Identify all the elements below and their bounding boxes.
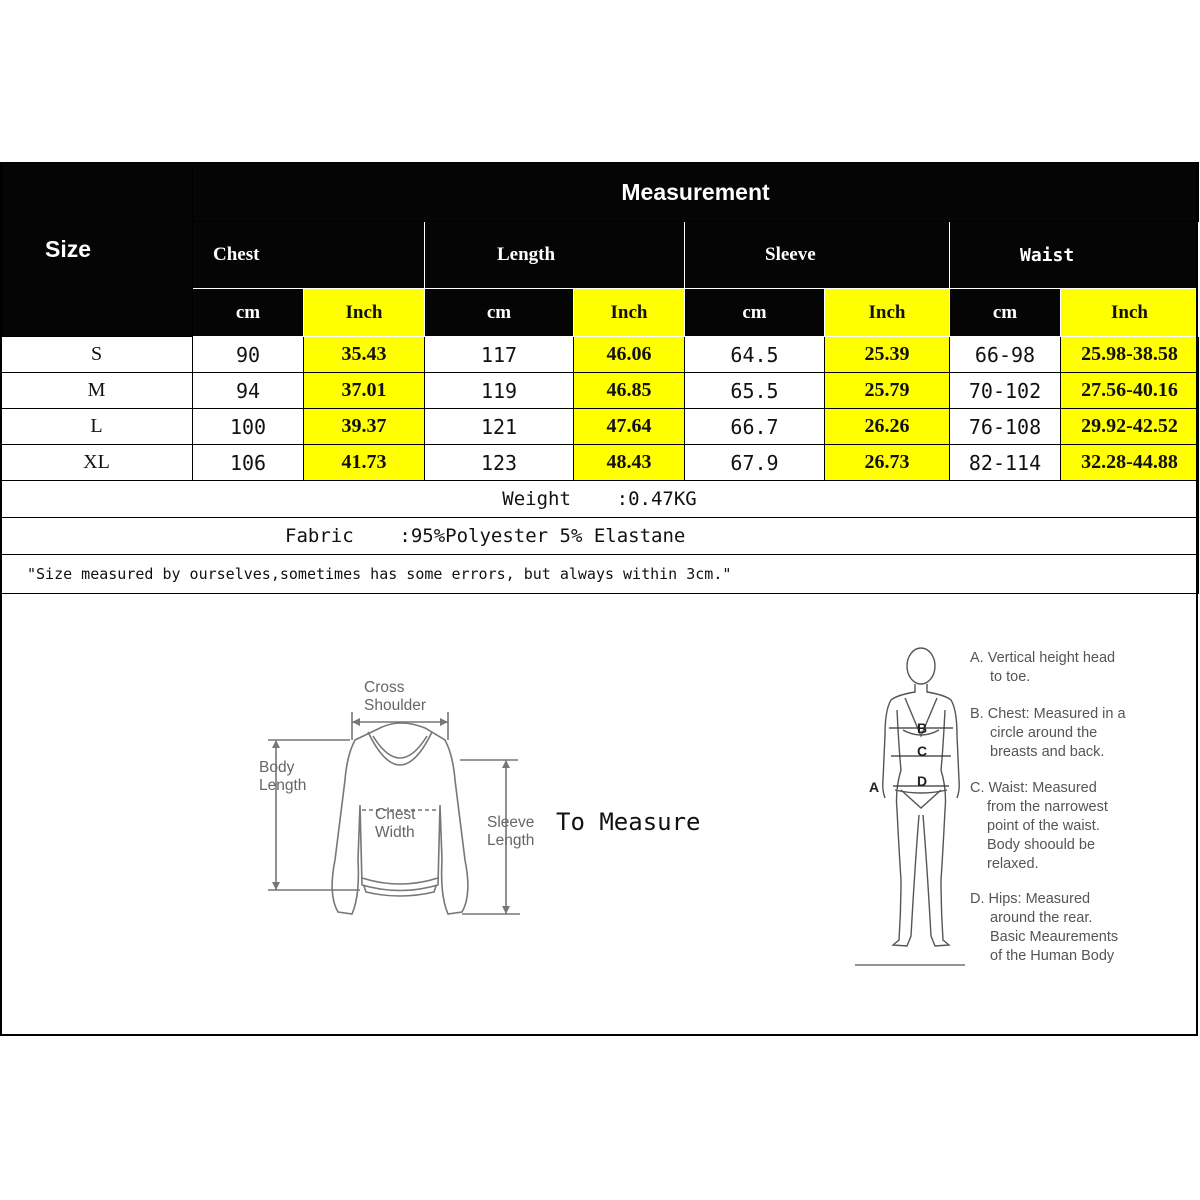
unit-header: cm — [425, 289, 574, 337]
table-cell: 100 — [193, 409, 304, 445]
size-cell: M — [1, 373, 193, 409]
table-cell: 76-108 — [950, 409, 1061, 445]
to-measure-label: To Measure — [556, 808, 701, 836]
note-c: C. Waist: Measured from the narrowest point of the waist. Body shoould be relaxed. — [970, 780, 1108, 872]
size-cell: L — [1, 409, 193, 445]
unit-header: Inch — [1061, 289, 1199, 337]
unit-header: cm — [950, 289, 1061, 337]
table-cell: 29.92-42.52 — [1061, 409, 1199, 445]
weight-row: Weight :0.47KG — [1, 481, 1199, 518]
table-cell: 64.5 — [685, 337, 825, 373]
unit-header: Inch — [574, 289, 685, 337]
table-cell: 26.26 — [825, 409, 950, 445]
table-cell: 106 — [193, 445, 304, 481]
size-cell: S — [1, 337, 193, 373]
length-header: Length — [425, 222, 685, 289]
size-header: Size — [1, 163, 193, 337]
table-cell: 25.98-38.58 — [1061, 337, 1199, 373]
table-cell: 46.06 — [574, 337, 685, 373]
table-cell: 82-114 — [950, 445, 1061, 481]
unit-header: Inch — [304, 289, 425, 337]
unit-header: Inch — [825, 289, 950, 337]
note-d: D. Hips: Measured around the rear. Basic Meaurements of the Human Body — [970, 891, 1119, 964]
unit-header: cm — [193, 289, 304, 337]
table-cell: 25.39 — [825, 337, 950, 373]
cross-shoulder-label: Cross Shoulder — [364, 679, 427, 714]
chest-header: Chest — [193, 222, 425, 289]
measurement-header: Measurement — [193, 163, 1199, 222]
marker-b: B — [917, 720, 928, 736]
marker-c: C — [917, 743, 928, 759]
table-cell: 47.64 — [574, 409, 685, 445]
body-diagram — [855, 640, 965, 970]
sleeve-length-label: Sleeve Length — [487, 814, 535, 849]
table-cell: 65.5 — [685, 373, 825, 409]
table-cell: 119 — [425, 373, 574, 409]
table-cell: 66-98 — [950, 337, 1061, 373]
table-cell: 46.85 — [574, 373, 685, 409]
table-cell: 121 — [425, 409, 574, 445]
table-cell: 39.37 — [304, 409, 425, 445]
marker-d: D — [917, 773, 928, 789]
table-cell: 123 — [425, 445, 574, 481]
table-cell: 27.56-40.16 — [1061, 373, 1199, 409]
measurement-note: "Size measured by ourselves,sometimes has some errors, but always within 3cm." — [1, 555, 1199, 594]
table-cell: 94 — [193, 373, 304, 409]
table-cell: 70-102 — [950, 373, 1061, 409]
table-cell: 41.73 — [304, 445, 425, 481]
sleeve-header: Sleeve — [685, 222, 950, 289]
marker-a: A — [869, 779, 880, 795]
note-a: A. Vertical height head to toe. — [970, 650, 1116, 685]
table-cell: 90 — [193, 337, 304, 373]
unit-header: cm — [685, 289, 825, 337]
table-cell: 37.01 — [304, 373, 425, 409]
chest-width-label: Chest Width — [375, 806, 416, 841]
fabric-row: Fabric :95%Polyester 5% Elastane — [1, 518, 1199, 555]
body-length-label: Body Length — [259, 759, 307, 794]
table-cell: 35.43 — [304, 337, 425, 373]
table-cell: 117 — [425, 337, 574, 373]
waist-header: Waist — [950, 222, 1199, 289]
table-cell: 48.43 — [574, 445, 685, 481]
table-cell: 32.28-44.88 — [1061, 445, 1199, 481]
size-cell: XL — [1, 445, 193, 481]
table-cell: 26.73 — [825, 445, 950, 481]
table-cell: 66.7 — [685, 409, 825, 445]
table-cell: 67.9 — [685, 445, 825, 481]
table-cell: 25.79 — [825, 373, 950, 409]
note-b: B. Chest: Measured in a circle around the breasts and back. — [970, 706, 1126, 760]
